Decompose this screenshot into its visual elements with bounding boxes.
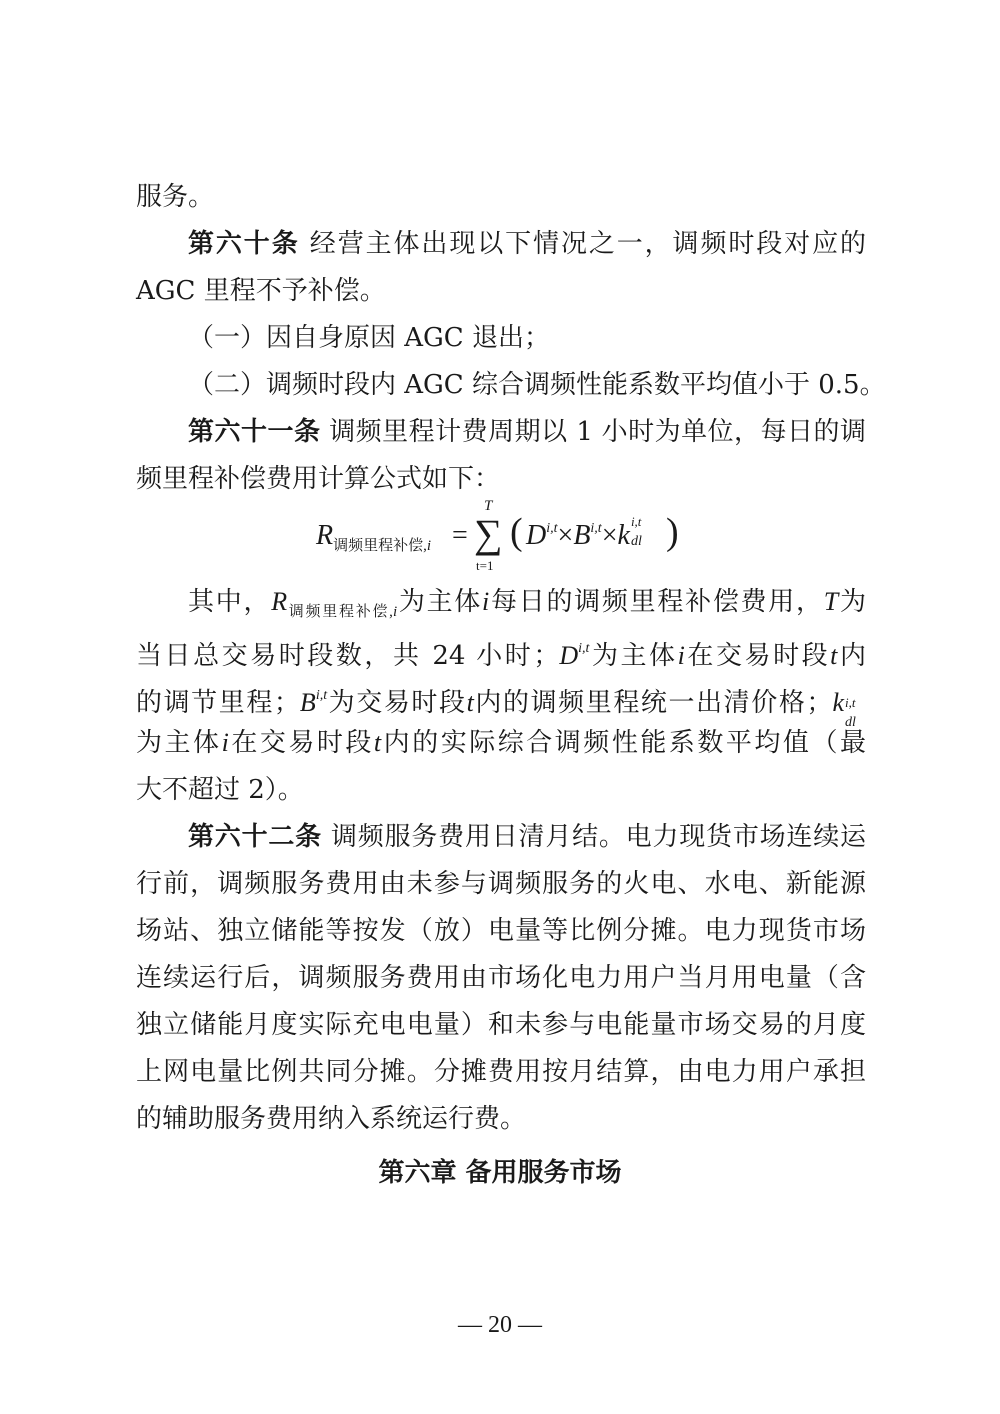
var-T: T: [823, 587, 839, 616]
math-inline: [832, 688, 866, 730]
math-inline: [300, 688, 327, 717]
var-i: i: [221, 728, 229, 757]
text: 服务。: [136, 182, 215, 212]
text: （二）调频时段内 AGC 综合调频性能系数平均值小于 0.5。: [188, 370, 886, 400]
sub-text: 调频里程补偿,: [287, 604, 393, 620]
var-t: t: [373, 728, 382, 757]
text: 内: [837, 641, 866, 671]
text: 为交易时段: [327, 688, 467, 718]
left-paren: (: [510, 511, 523, 553]
k-scripts: [630, 514, 652, 549]
text: 为: [838, 587, 866, 617]
text: 调频里程计费周期以 1 小时为单位，每日的调: [320, 417, 866, 447]
sup-it: i,t: [315, 688, 328, 703]
math-inline: [271, 587, 398, 620]
paragraph-line: [136, 457, 866, 501]
page-number: — 20 —: [458, 1312, 542, 1338]
article-61-line: [188, 410, 866, 454]
sup-it: i,t: [630, 514, 642, 529]
text: 其中，: [188, 587, 272, 617]
sup-it: i,t: [578, 641, 590, 656]
var-D: D: [559, 641, 579, 670]
formula-lhs: [316, 520, 431, 555]
times: ×: [601, 520, 618, 551]
var-B: B: [299, 688, 316, 717]
var-R: R: [316, 520, 334, 551]
text: 连续运行后，调频服务费用由市场化电力用户当月用电量（含: [136, 963, 866, 993]
sup-it: i,t: [546, 521, 558, 536]
var-i: i: [677, 641, 685, 670]
text: 的调节里程；: [136, 688, 300, 718]
text: 内的调频里程统一出清价格；: [473, 688, 833, 718]
article-62-heading: 第六十二条: [188, 822, 322, 852]
var-t: t: [466, 688, 474, 717]
text: 频里程补偿费用计算公式如下：: [136, 464, 501, 494]
text: AGC 里程不予补偿。: [136, 276, 386, 306]
var-B: B: [573, 520, 591, 551]
var-k: k: [832, 688, 844, 717]
text: 内的实际综合调频性能系数平均值（最: [381, 728, 866, 758]
sub-text: 调频里程补偿,: [333, 538, 427, 554]
k-scripts: [844, 691, 866, 730]
sum-upper: T: [484, 498, 493, 514]
text: 大不超过 2）。: [136, 775, 304, 805]
compensation-formula: [316, 498, 696, 578]
sub-i: i: [392, 604, 398, 620]
text: 为主体: [136, 728, 222, 758]
sub-i: i: [426, 538, 432, 554]
list-item-1: [188, 316, 866, 360]
chapter-title: 第六章 备用服务市场: [378, 1158, 622, 1188]
times: ×: [557, 520, 574, 551]
sum-symbol: ∑: [474, 511, 503, 556]
paragraph-line: [136, 956, 866, 1000]
text: 调频服务费用日清月结。电力现货市场连续运: [321, 822, 866, 852]
text: 的辅助服务费用纳入系统运行费。: [136, 1104, 527, 1134]
sub-dl: dl: [630, 534, 642, 549]
definition-line-1: [188, 580, 866, 624]
list-item-2: [188, 363, 886, 407]
sub-label: [333, 538, 431, 554]
sum-lower: t=1: [476, 558, 494, 573]
text: （一）因自身原因 AGC 退出；: [188, 323, 550, 353]
sub-dl: dl: [844, 715, 856, 730]
var-i: i: [482, 587, 490, 616]
text: 在交易时段: [684, 641, 831, 671]
article-61-heading: 第六十一条: [188, 417, 321, 447]
var-R: R: [271, 587, 288, 616]
sub-label: [287, 604, 397, 620]
paragraph-line: [136, 768, 866, 812]
math-inline: [559, 641, 589, 670]
formula-rhs: [526, 514, 652, 552]
var-k: k: [617, 520, 630, 551]
paragraph-line: [136, 269, 866, 313]
article-60-line: [188, 222, 866, 266]
text: 为主体: [589, 641, 678, 671]
definition-line-2: [136, 627, 866, 671]
right-paren: ): [666, 511, 679, 553]
text: 为主体: [397, 587, 483, 617]
text: 在交易时段: [228, 728, 374, 758]
text: 经营主体出现以下情况之一，调频时段对应的: [299, 229, 866, 259]
text: 场站、独立储能等按发（放）电量等比例分摊。电力现货市场: [136, 916, 866, 946]
sup-it: i,t: [590, 521, 602, 536]
equals-sign: =: [452, 520, 468, 551]
paragraph-line: [136, 862, 866, 906]
paragraph-line: [136, 1097, 866, 1141]
text: 每日的调频里程补偿费用，: [489, 587, 824, 617]
text: 上网电量比例共同分摊。分摊费用按月结算，由电力用户承担: [136, 1057, 866, 1087]
paragraph-line: [136, 175, 866, 219]
sup-it: i,t: [844, 695, 856, 710]
text: 当日总交易时段数，共 24 小时；: [136, 641, 560, 671]
var-D: D: [526, 520, 547, 551]
paragraph-line: [136, 1050, 866, 1094]
text: 行前，调频服务费用由未参与调频服务的火电、水电、新能源: [136, 869, 866, 899]
paragraph-line: [136, 909, 866, 953]
article-60-heading: 第六十条: [188, 229, 300, 259]
article-62-line: [188, 815, 866, 859]
paragraph-line: [136, 1003, 866, 1047]
var-t: t: [830, 641, 838, 670]
text: 独立储能月度实际充电电量）和未参与电能量市场交易的月度: [136, 1010, 866, 1040]
definition-line-4: [136, 721, 866, 765]
definition-line-3: [136, 674, 866, 730]
